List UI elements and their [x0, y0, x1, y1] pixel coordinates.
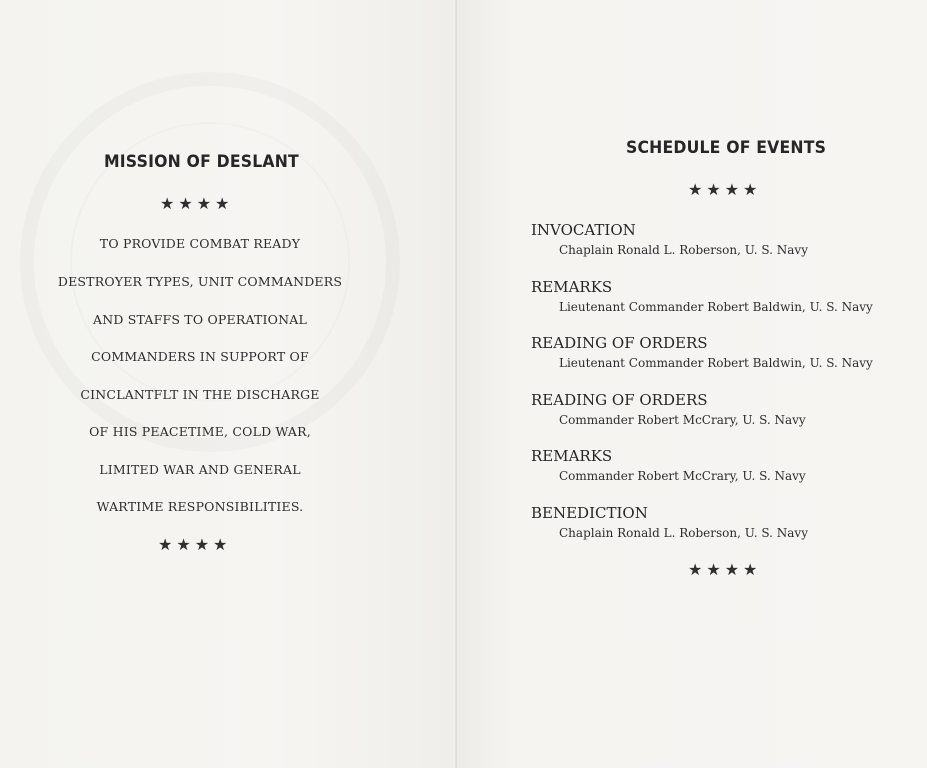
- event-person-reading-orders-1: Lieutenant Commander Robert Baldwin, U. S. Navy: [559, 356, 873, 370]
- mission-heading: MISSION OF DESLANT: [104, 152, 299, 171]
- mission-line-5: CINCLANTFLT IN THE DISCHARGE: [80, 387, 320, 402]
- mission-line-3: AND STAFFS TO OPERATIONAL: [93, 312, 307, 327]
- mission-stars-bottom: ★★★★: [158, 535, 232, 554]
- event-title-invocation: INVOCATION: [531, 221, 636, 239]
- event-title-reading-orders-1: READING OF ORDERS: [531, 334, 708, 352]
- right-page: [457, 0, 927, 768]
- event-person-reading-orders-2: Commander Robert McCrary, U. S. Navy: [559, 413, 806, 427]
- schedule-heading: SCHEDULE OF EVENTS: [626, 138, 827, 157]
- mission-line-7: LIMITED WAR AND GENERAL: [99, 462, 301, 477]
- event-person-benediction: Chaplain Ronald L. Roberson, U. S. Navy: [559, 526, 808, 540]
- event-person-remarks-2: Commander Robert McCrary, U. S. Navy: [559, 469, 806, 483]
- mission-line-6: OF HIS PEACETIME, COLD WAR,: [89, 424, 311, 439]
- event-person-remarks-1: Lieutenant Commander Robert Baldwin, U. S. Navy: [559, 300, 873, 314]
- event-title-remarks-2: REMARKS: [531, 447, 613, 465]
- mission-line-2: DESTROYER TYPES, UNIT COMMANDERS: [57, 274, 343, 289]
- event-title-benediction: BENEDICTION: [531, 504, 648, 522]
- left-page: [0, 0, 456, 768]
- event-person-invocation: Chaplain Ronald L. Roberson, U. S. Navy: [559, 243, 808, 257]
- mission-line-1: TO PROVIDE COMBAT READY: [99, 236, 301, 251]
- schedule-stars-top: ★★★★: [688, 180, 762, 199]
- event-title-remarks-1: REMARKS: [531, 278, 613, 296]
- event-title-reading-orders-2: READING OF ORDERS: [531, 391, 708, 409]
- schedule-stars-bottom: ★★★★: [688, 560, 762, 579]
- mission-line-4: COMMANDERS IN SUPPORT OF: [91, 349, 309, 364]
- mission-line-8: WARTIME RESPONSIBILITIES.: [96, 499, 304, 514]
- mission-stars-top: ★★★★: [160, 194, 234, 213]
